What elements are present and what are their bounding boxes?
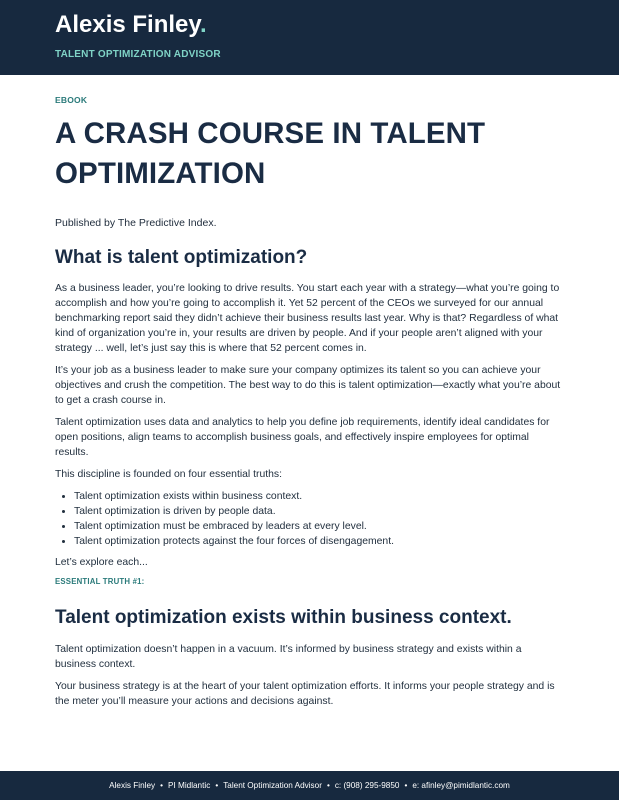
page-footer: [0, 771, 619, 800]
list-item: • Talent optimization protects against the four forces of disengagement.: [74, 534, 565, 549]
paragraph-truth-context: Talent optimization doesn’t happen in a vacuum. It’s informed by business strategy and exists within a business context.: [55, 644, 522, 670]
paragraph-definition: Talent optimization uses data and analytics to help you define job requirements, identify ideal candidates for open positions, align teams to accomplish business goals, and effectively inspire employees for optimal results.: [55, 417, 550, 458]
paragraph-job: It’s your job as a business leader to make sure your company optimizes its talent so you can achieve your objectives and crush the competition. The best way to do this is talent optimization—exactly what you’re about to get a crash course in.: [55, 365, 561, 406]
page-header: [0, 0, 619, 75]
list-item: • Talent optimization must be embraced by leaders at every level.: [74, 519, 565, 534]
truths-list: [55, 489, 565, 549]
author-name: [55, 9, 207, 41]
footer-company: PI Midlantic: [167, 781, 211, 790]
footer-separator: •: [160, 781, 163, 790]
explore-line: Let’s explore each...: [55, 557, 148, 568]
paragraph-truths-intro: This discipline is founded on four essential truths:: [55, 469, 282, 480]
author-name-text: Alexis Finley: [55, 11, 200, 38]
list-item: • Talent optimization is driven by people data.: [74, 504, 565, 519]
publisher-line: Published by The Predictive Index.: [55, 217, 217, 229]
document-body: [55, 93, 565, 716]
footer-separator: •: [215, 781, 219, 790]
footer-email: e: afinley@pimidlantic.com: [412, 781, 510, 790]
author-role: TALENT OPTIMIZATION ADVISOR: [55, 49, 221, 60]
list-item: • Talent optimization exists within business context.: [74, 489, 565, 504]
truth-heading: Talent optimization exists within business context.: [55, 607, 512, 628]
footer-separator: •: [326, 781, 330, 790]
document-title: A CRASH COURSE IN TALENT OPTIMIZATION: [55, 117, 486, 190]
section-heading: What is talent optimization?: [55, 247, 308, 268]
paragraph-truth-strategy: Your business strategy is at the heart of your talent optimization efforts. It informs your people strategy and is the meter you’ll measure your actions and decisions against.: [55, 681, 555, 707]
footer-name: Alexis Finley: [109, 781, 156, 790]
brand-dot: .: [199, 11, 207, 38]
footer-separator: •: [404, 781, 408, 790]
footer-role: Talent Optimization Advisor: [223, 781, 322, 790]
document-kicker: EBOOK: [55, 95, 88, 105]
paragraph-intro: As a business leader, you’re looking to drive results. You start each year with a strategy—what you’re going to accomplish and how you’re going to accomplish it. Yet 52 percent of the CEOs we surveyed for our annual benchmarking report said they didn’t achieve their business results last year. Why is that? Regardless of what kind of organization you’re in, your results are driven by people. And if your people aren’t aligned with your strategy ... well, let’s just say this is where that 52 percent comes in.: [55, 283, 560, 354]
truth-label: ESSENTIAL TRUTH #1:: [55, 577, 145, 586]
footer-phone: c: (908) 295-9850: [334, 781, 400, 790]
